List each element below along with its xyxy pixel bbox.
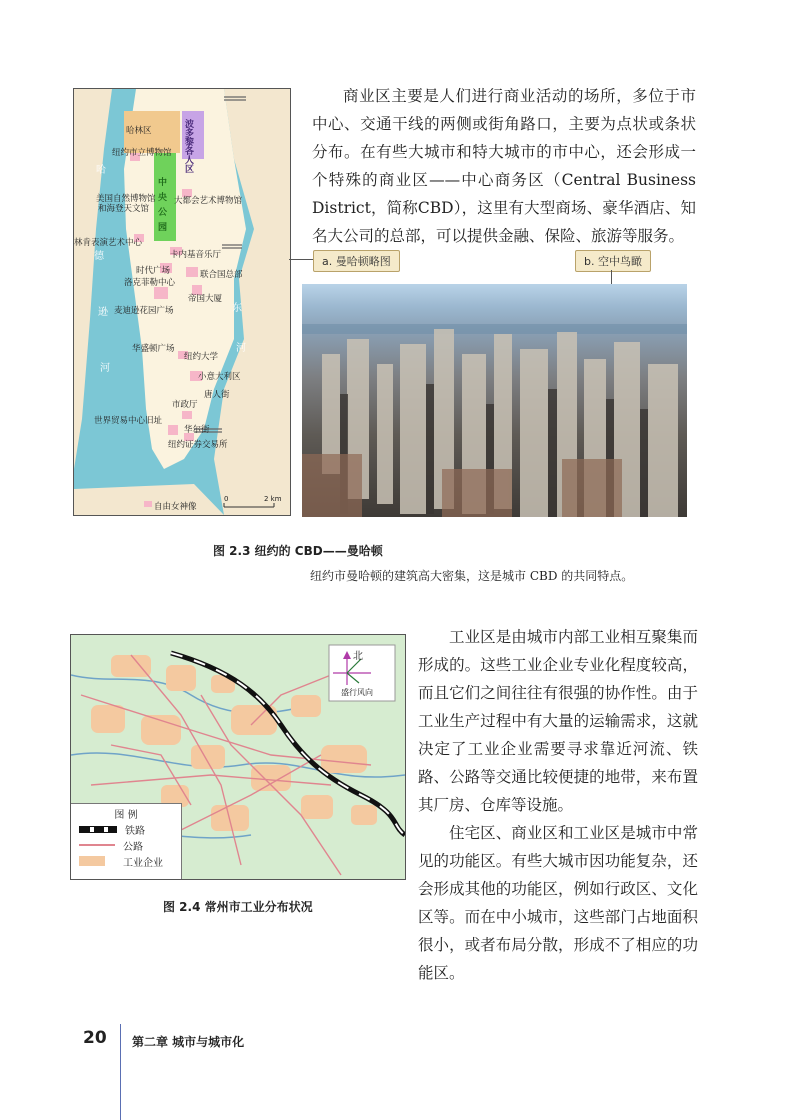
functional-zones-paragraph: 住宅区、商业区和工业区是城市中常见的功能区。有些大城市因功能复杂，还会形成其他的功能区，例如行政区、文化区等。而在中小城市，这些部门占地面积很小，或者布局分散，形成不了相应的功能区。: [418, 824, 698, 982]
tag-b-pointer: [611, 270, 612, 284]
place-harlem: 哈林区: [126, 126, 152, 136]
place-city-hall: 市政厅: [172, 400, 198, 410]
aerial-photo: [302, 284, 687, 517]
commercial-paragraph: [312, 82, 696, 250]
railway-swatch: [79, 826, 117, 833]
scale-end: 2 km: [264, 495, 282, 503]
legend-road: [71, 837, 181, 853]
river-char-2: 德: [94, 251, 104, 262]
industrial-paragraph: 工业区是由城市内部工业相互聚集而形成的。这些工业企业专业化程度较高，而且它们之间往往有很强的协作性。由于工业生产过程中有大量的运输需求，这就决定了工业企业需要寻求靠近河流、铁路、公路等交通比较便捷的地带，来布置其厂房、仓库等设施。: [418, 628, 698, 814]
place-museum-city: 纽约市立博物馆: [112, 148, 172, 158]
legend-title: 图 例: [114, 810, 138, 821]
place-carnegie-hall: 卡内基音乐厅: [170, 250, 222, 260]
manhattan-map-svg: [74, 89, 290, 515]
place-nyse: 纽约证券交易所: [168, 440, 228, 450]
figure-2-3-title: 图 2.3 纽约的 CBD——曼哈顿: [213, 544, 383, 558]
tag-map-a: a. 曼哈顿略图: [313, 250, 400, 272]
place-wall-street: 华尔街: [184, 425, 210, 435]
place-madison-square: 麦迪逊花园广场: [114, 306, 174, 316]
page-number: 20: [83, 1028, 107, 1048]
tag-aerial-b: b. 空中鸟瞰: [575, 250, 651, 272]
central-park-label: 中央公园: [156, 177, 166, 237]
compass-north: 北: [353, 651, 363, 662]
figure-2-4-title: 图 2.4 常州市工业分布状况: [163, 900, 313, 914]
legend-industry-label: 工业企业: [123, 857, 163, 869]
place-wtc-site: 世界贸易中心旧址: [94, 416, 163, 426]
changzhou-map: [70, 634, 406, 880]
legend-industry: [71, 853, 181, 869]
puerto-rico-label: 波多黎各人区: [183, 119, 193, 173]
road-swatch: [79, 844, 115, 846]
industrial-paragraphs: [418, 623, 698, 987]
compass-rose: [329, 645, 395, 701]
legend-road-label: 公路: [123, 841, 143, 853]
place-washington-square: 华盛顿广场: [132, 344, 175, 354]
place-statue-of-liberty: 自由女神像: [154, 502, 197, 512]
scale-start: 0: [224, 495, 229, 503]
river-char-4: 河: [100, 363, 110, 374]
place-natural-history-2: 和海登天文馆: [98, 204, 150, 214]
place-empire-state: 帝国大厦: [188, 294, 223, 304]
footer-rule: [120, 1024, 121, 1120]
industry-swatch: [79, 856, 105, 866]
place-met-museum: 大都会艺术博物馆: [174, 196, 243, 206]
wind-label: 盛行风向: [341, 688, 373, 697]
skyline-svg: [302, 284, 687, 517]
river-char-5: 东: [232, 303, 242, 314]
place-lincoln-center: 林肯表演艺术中心: [74, 238, 143, 248]
place-times-square: 时代广场: [136, 266, 171, 276]
manhattan-map: [73, 88, 291, 516]
river-char-1: 哈: [96, 165, 106, 176]
place-rockefeller: 洛克菲勒中心: [124, 278, 176, 288]
place-nyu: 纽约大学: [184, 352, 219, 362]
connector-line: [289, 259, 313, 260]
place-united-nations: 联合国总部: [200, 270, 243, 280]
place-chinatown: 唐人街: [204, 390, 230, 400]
place-natural-history-1: 美国自然博物馆: [96, 194, 156, 204]
legend-railway: [71, 821, 181, 837]
place-little-italy: 小意大利区: [198, 372, 241, 382]
bottom-land: [74, 484, 224, 515]
legend-railway-label: 铁路: [125, 825, 145, 837]
river-char-3: 逊: [98, 307, 108, 318]
figure-2-3-caption: 纽约市曼哈顿的建筑高大密集，这是城市 CBD 的共同特点。: [310, 569, 634, 583]
commercial-paragraph-text: 商业区主要是人们进行商业活动的场所，多位于市中心、交通干线的两侧或街角路口，主要为点状或条状分布。在有些大城市和特大城市的市中心，还会形成一个特殊的商业区——中心商务区（Central Business District，简称CBD），这里有大型商场、豪华酒店、知名大公司的总部，可以提供金融、保险、旅游等服务。: [312, 87, 696, 245]
river-char-6: 河: [236, 343, 246, 354]
new-jersey-land: [74, 89, 112, 469]
chapter-title: 第二章 城市与城市化: [132, 1035, 245, 1049]
map-legend: [71, 803, 182, 880]
